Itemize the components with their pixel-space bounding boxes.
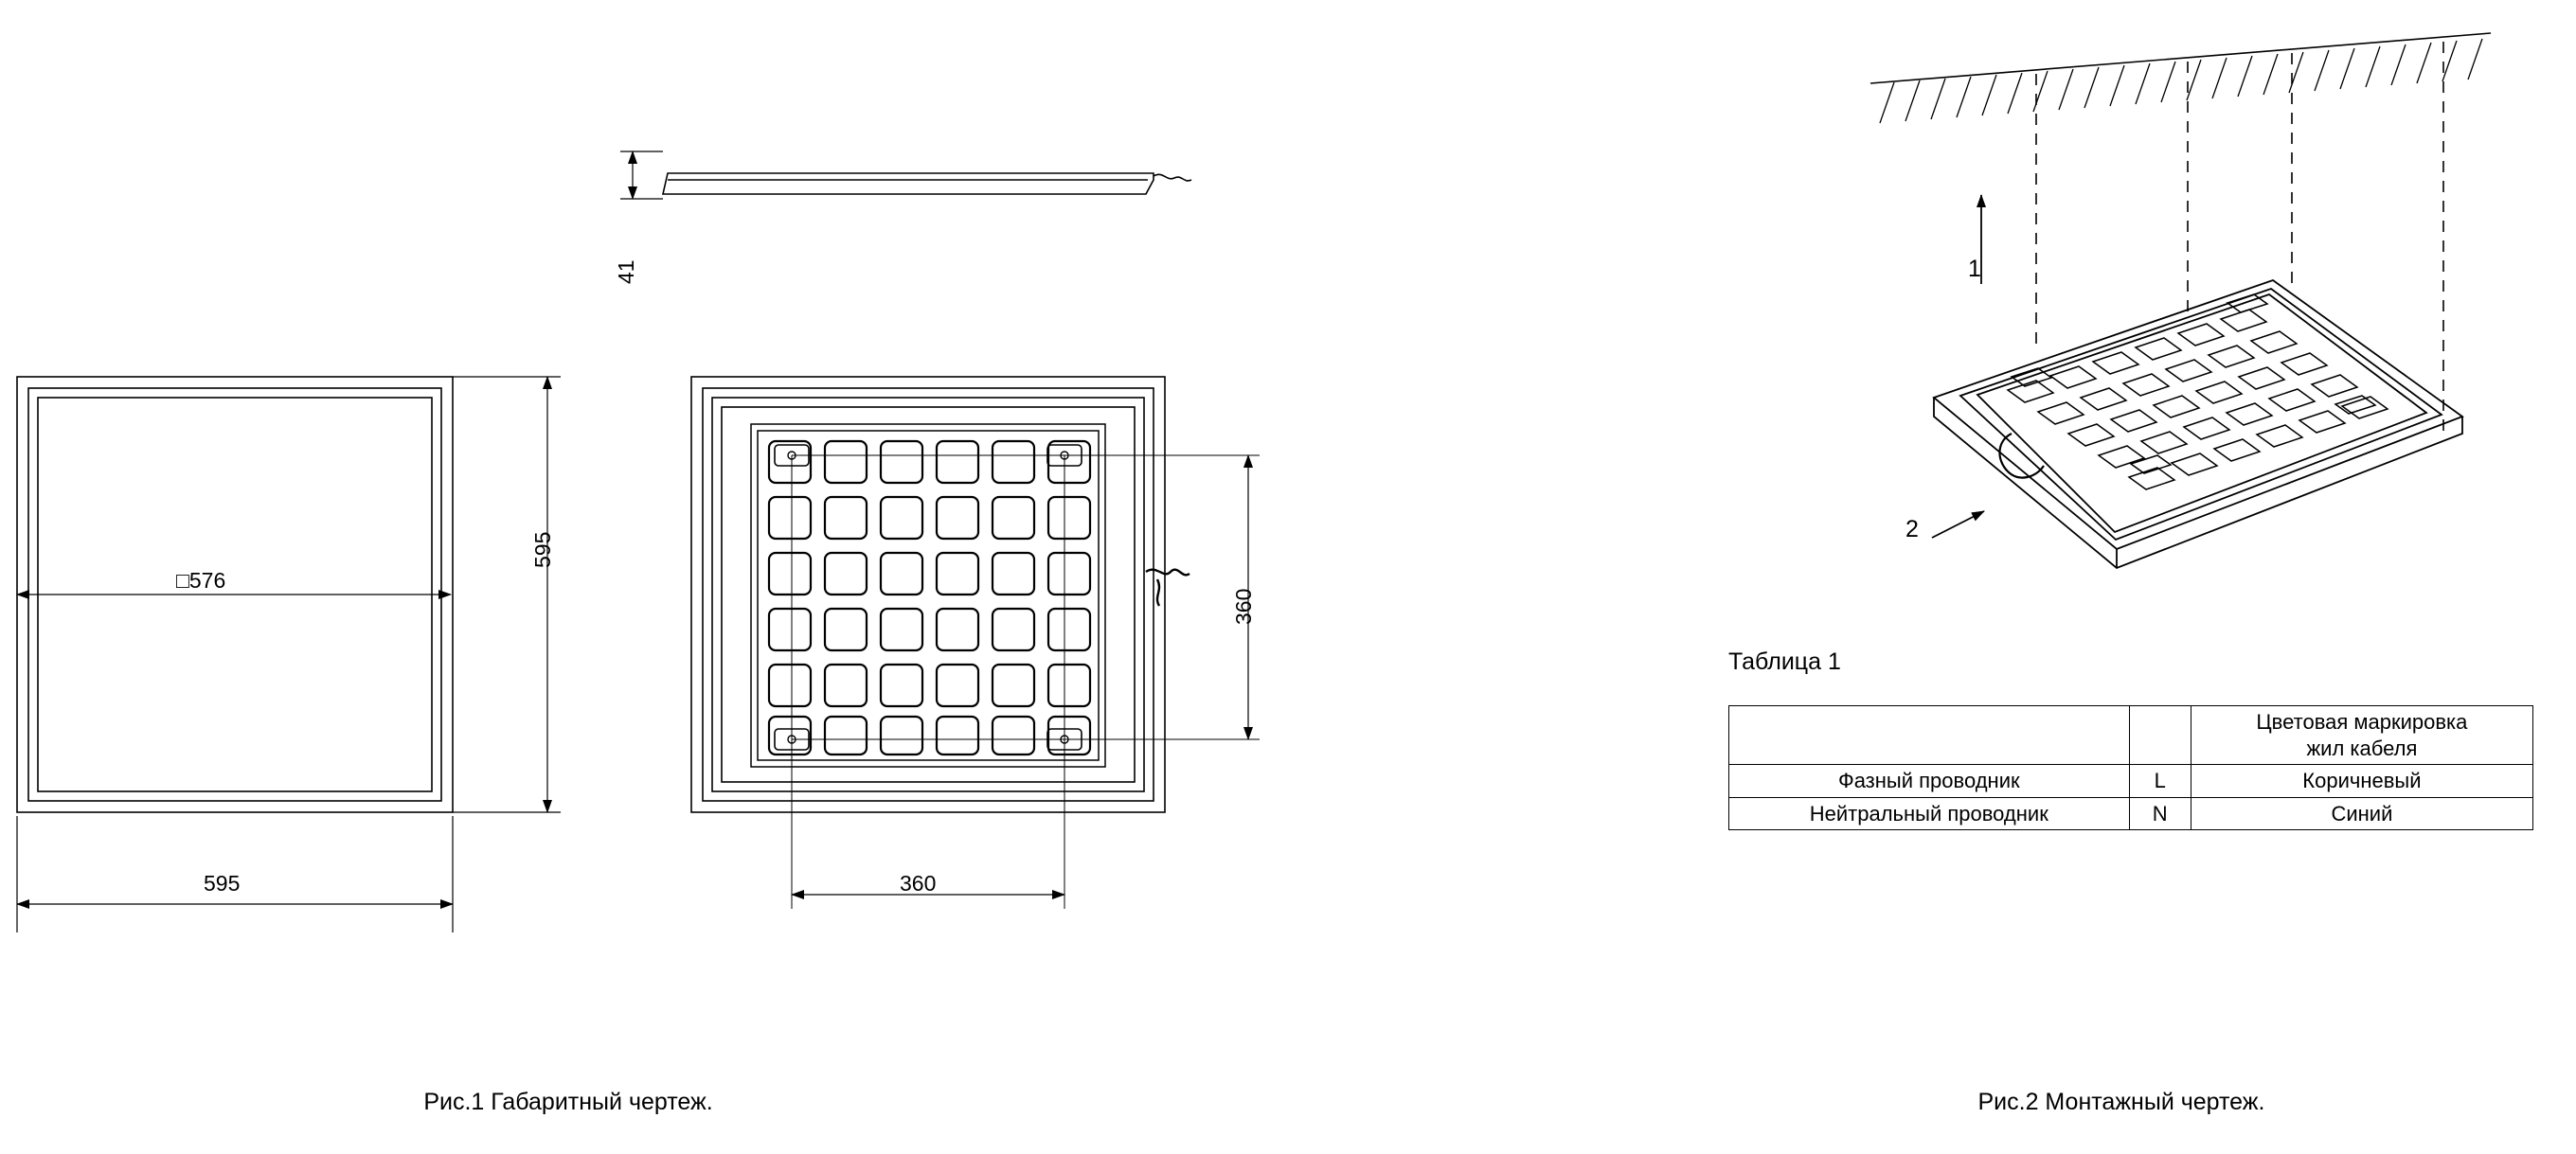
dim-thickness-41 <box>620 151 663 199</box>
row-0-conductor-name: Фазный проводник <box>1729 765 2130 798</box>
table-1-title: Таблица 1 <box>1728 648 1841 675</box>
table-header-row <box>1729 706 2533 765</box>
row-0-color: Коричневый <box>2191 765 2532 798</box>
table-row <box>1729 797 2533 830</box>
table-1 <box>1728 705 2533 830</box>
plan-extension-lines <box>792 455 1260 909</box>
dim-label-mount-360-v: 360 <box>1231 588 1256 625</box>
table-row <box>1729 765 2533 798</box>
dim-label-thickness-41: 41 <box>614 259 638 284</box>
row-1-symbol: N <box>2129 797 2191 830</box>
callout-2-arrow <box>1932 511 1984 538</box>
ceiling-hatching <box>1880 39 2482 123</box>
header-color-marking-line1: Цветовая маркировка <box>2256 710 2468 734</box>
dim-label-height-595: 595 <box>530 531 555 568</box>
side-view-profile <box>663 173 1191 194</box>
header-color-marking-line2: жил кабеля <box>2306 736 2418 760</box>
ceiling-line <box>1870 33 2491 83</box>
dim-label-mount-360-h: 360 <box>900 871 937 896</box>
row-0-symbol: L <box>2129 765 2191 798</box>
dim-label-inner-576: □576 <box>176 568 226 593</box>
figure-1-caption: Рис.1 Габаритный чертеж. <box>423 1089 713 1115</box>
led-module-grid <box>751 424 1190 767</box>
header-cell-blank-1 <box>1729 706 2130 765</box>
cable-marking-table <box>1728 705 2533 830</box>
dim-label-width-595: 595 <box>204 871 241 896</box>
callout-label-1: 1 <box>1968 256 1981 282</box>
callout-label-2: 2 <box>1905 516 1919 542</box>
plan-view-panel <box>691 377 1165 812</box>
header-cell-color-marking <box>2191 706 2532 765</box>
header-cell-blank-2 <box>2129 706 2191 765</box>
dim-height-595 <box>453 377 561 812</box>
row-1-conductor-name: Нейтральный проводник <box>1729 797 2130 830</box>
isometric-panel-body <box>1934 280 2462 568</box>
suspension-cables <box>2036 42 2443 434</box>
isometric-led-cells <box>2008 310 2388 489</box>
figure-2-caption: Рис.2 Монтажный чертеж. <box>1977 1089 2265 1115</box>
row-1-color: Синий <box>2191 797 2532 830</box>
